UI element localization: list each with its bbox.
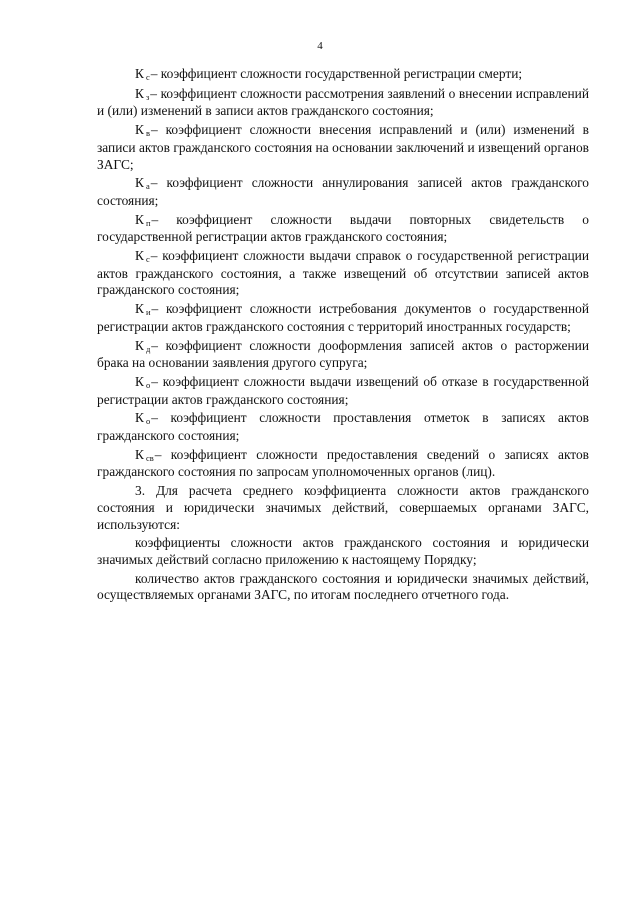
coefficient-definition <box>97 338 589 372</box>
coefficient-definition <box>97 212 589 246</box>
coefficient-symbol: К <box>135 85 144 101</box>
coefficient-definition <box>97 86 589 120</box>
coefficient-text: – коэффициент сложности выдачи повторных свидетельств о государственной регистрации актов гражданского состояния; <box>97 211 589 245</box>
page-number: 4 <box>317 40 323 52</box>
coefficient-symbol: К <box>135 337 144 353</box>
coefficient-subscript: а <box>145 181 150 192</box>
coefficient-subscript: о <box>145 416 151 427</box>
coefficient-text: – коэффициент сложности выдачи справок о государственной регистрации актов гражданского состояния, а также извещений об отсутствии записей актов гражданского состояния; <box>97 248 589 298</box>
coefficient-symbol: К <box>135 248 144 264</box>
coefficient-symbol: К <box>135 122 144 138</box>
coefficient-subscript: д <box>145 343 151 354</box>
coefficient-text: – коэффициент сложности истребования документов о государственной регистрации актов гражданского состояния с территорий иностранных государств; <box>97 301 589 334</box>
coefficient-subscript: с <box>145 254 150 265</box>
coefficient-definition <box>97 122 589 173</box>
coefficient-definition <box>97 447 589 481</box>
coefficient-symbol: К <box>135 410 144 426</box>
coefficient-text: – коэффициент сложности предоставления сведений о записях актов гражданского состояния по запросам уполномоченных органов (лиц). <box>97 446 589 480</box>
coefficient-subscript: п <box>145 217 151 228</box>
coefficient-definition <box>97 248 589 299</box>
document-body <box>97 66 589 604</box>
coefficient-subscript: з <box>145 91 150 102</box>
coefficient-text: – коэффициент сложности выдачи извещений об отказе в государственной регистрации актов гражданского состояния; <box>97 373 589 407</box>
coefficient-definition <box>97 66 589 84</box>
coefficient-subscript: и <box>145 307 151 318</box>
coefficient-text: – коэффициент сложности дооформления записей актов о расторжении брака на основании заявления другого супруга; <box>97 337 589 371</box>
coefficient-definition <box>97 410 589 444</box>
section-3-paragraph: 3. Для расчета среднего коэффициента сложности актов гражданского состояния и юридически значимых действий, совершаемых органами ЗАГС, используются: <box>97 483 589 532</box>
coefficient-text: – коэффициент сложности рассмотрения заявлений о внесении исправлений и (или) изменений в записи актов гражданского состояния; <box>97 85 589 119</box>
coefficient-text: – коэффициент сложности аннулирования записей актов гражданского состояния; <box>97 175 589 208</box>
list-item: коэффициенты сложности актов гражданского состояния и юридически значимых действий согласно приложению к настоящему Порядку; <box>97 535 589 567</box>
coefficient-symbol: К <box>135 66 144 81</box>
coefficient-text: – коэффициент сложности государственной регистрации смерти; <box>150 66 523 81</box>
list-item: количество актов гражданского состояния и юридически значимых действий, осуществляемых органами ЗАГС, по итогам последнего отчетного года. <box>97 570 589 603</box>
coefficient-symbol: К <box>135 211 144 227</box>
coefficient-definition <box>97 301 589 335</box>
coefficient-symbol: К <box>135 373 144 389</box>
coefficient-symbol: К <box>135 446 144 462</box>
coefficient-subscript: с <box>145 72 150 82</box>
coefficient-text: – коэффициент сложности внесения исправлений и (или) изменений в записи актов гражданского состояния на основании заключений и извещений органов ЗАГС; <box>97 122 589 172</box>
coefficient-definition <box>97 374 589 408</box>
coefficient-definition <box>97 175 589 209</box>
coefficient-symbol: К <box>135 301 144 317</box>
coefficient-text: – коэффициент сложности проставления отметок в записях актов гражданского состояния; <box>97 410 589 444</box>
coefficient-symbol: К <box>135 175 144 191</box>
coefficient-subscript: о <box>145 379 151 390</box>
coefficient-subscript: в <box>145 128 150 139</box>
coefficient-subscript: св <box>145 452 154 463</box>
